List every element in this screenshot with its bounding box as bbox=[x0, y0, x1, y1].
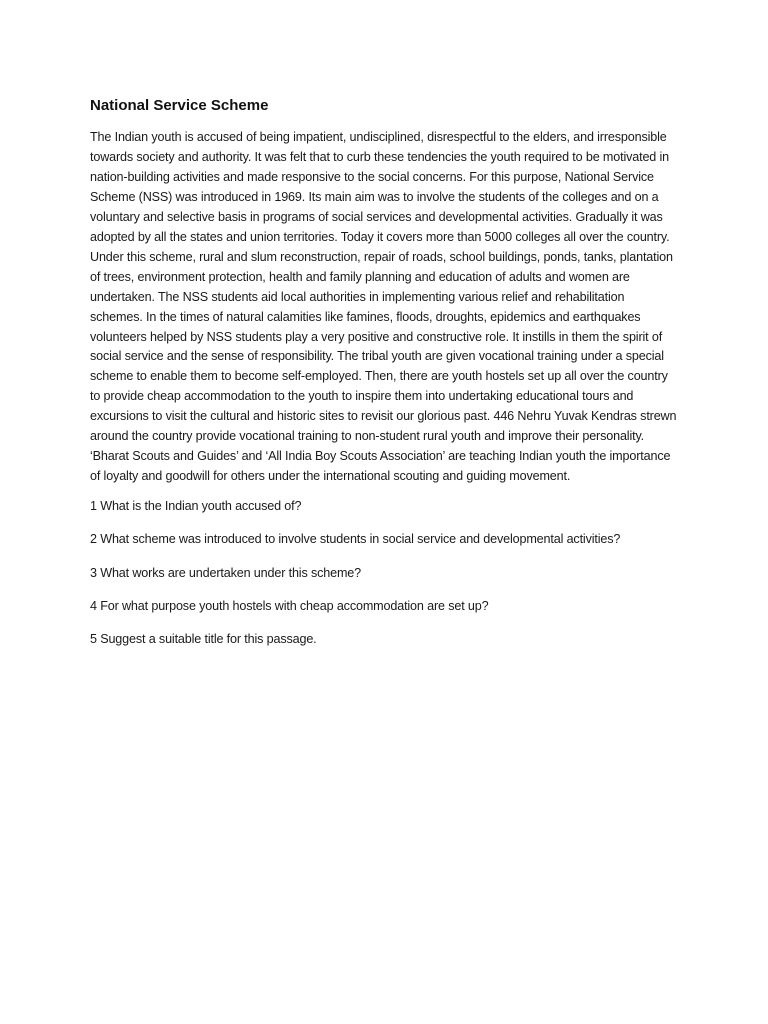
question-item: 5 Suggest a suitable title for this passage. bbox=[90, 632, 317, 647]
questions-list bbox=[90, 497, 678, 650]
question-item: 3 What works are undertaken under this scheme? bbox=[90, 565, 362, 580]
question-item: 2 What scheme was introduced to involve students in social service and developmental activities? bbox=[90, 532, 621, 547]
passage-paragraph: The Indian youth is accused of being impatient, undisciplined, disrespectful to the elders, and irresponsible towards society and authority. It was felt that to curb these tendencies the youth required to be motivated in nation-building activities and made responsive to the social concerns. For this purpose, National Service Scheme (NSS) was introduced in 1969. Its main aim was to involve the students of the colleges and on a voluntary and selective basis in programs of social services and developmental activities. Gradually it was adopted by all the states and union territories. Today it covers more than 5000 colleges all over the country. Under this scheme, rural and slum reconstruction, repair of roads, school buildings, ponds, tanks, plantation of trees, environment protection, health and family planning and education of adults and women are undertaken. The NSS students aid local authorities in implementing various relief and rehabilitation schemes. In the times of natural calamities like famines, floods, droughts, epidemics and earthquakes volunteers helped by NSS students play a very positive and constructive role. It instills in them the spirit of social service and the sense of responsibility. The tribal youth are given vocational training under a special scheme to enable them to become self-employed. Then, there are youth hostels set up all over the country to provide cheap accommodation to the youth to inspire them into undertaking educational tours and excursions to visit the cultural and historic sites to revisit our glorious past. 446 Nehru Yuvak Kendras strewn around the country provide vocational training to non-student rural youth and improve their personality. ‘Bharat Scouts and Guides’ and ‘All India Boy Scouts Association’ are teaching Indian youth the importance of loyalty and goodwill for others under the international scouting and guiding movement. bbox=[90, 130, 677, 484]
question-item: 1 What is the Indian youth accused of? bbox=[90, 499, 302, 514]
question-item: 4 For what purpose youth hostels with cheap accommodation are set up? bbox=[90, 598, 489, 613]
document-title: National Service Scheme bbox=[90, 97, 269, 114]
